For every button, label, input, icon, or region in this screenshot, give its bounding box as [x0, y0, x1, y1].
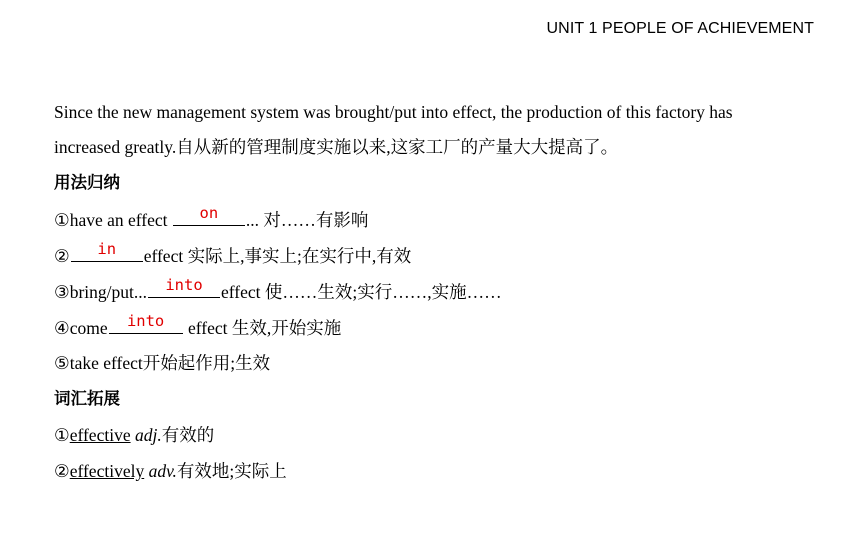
vocab-part-of-speech: adj.	[134, 425, 162, 445]
usage-item-prefix: come	[69, 318, 108, 338]
unit-title: UNIT 1 PEOPLE OF ACHIEVEMENT	[546, 20, 814, 37]
usage-item-number: ⑤	[54, 353, 70, 373]
usage-item-5	[54, 351, 270, 375]
usage-item-number: ②	[54, 246, 70, 266]
example-english-part1: Since the new management system was brought/put into effect, the production of this factory has	[54, 102, 733, 122]
usage-heading: 用法归纳	[54, 173, 120, 192]
vocab-item-number: ②	[54, 461, 70, 481]
vocab-meaning: 有效的	[161, 425, 215, 445]
example-sentence-line-1	[54, 100, 733, 124]
usage-item-suffix: ... 对……有影响	[245, 210, 369, 230]
usage-item-number: ④	[54, 318, 70, 338]
vocab-meaning: 有效地;实际上	[176, 461, 287, 481]
vocab-heading: 词汇拓展	[54, 389, 120, 408]
vocab-word: effective	[69, 425, 131, 445]
fill-in-blank[interactable]	[109, 312, 183, 334]
blank-answer: into	[165, 276, 203, 294]
vocab-item-2	[54, 459, 287, 483]
usage-item-1	[54, 204, 369, 232]
fill-in-blank[interactable]	[71, 240, 143, 262]
usage-item-text: take effect开始起作用;生效	[69, 353, 271, 373]
blank-answer: into	[126, 312, 165, 330]
vocab-item-1	[54, 423, 214, 447]
fill-in-blank[interactable]	[173, 204, 245, 226]
usage-item-prefix: have an effect	[69, 210, 172, 230]
usage-item-2	[54, 240, 412, 268]
usage-item-suffix: effect 生效,开始实施	[183, 318, 342, 338]
usage-item-4	[54, 312, 342, 340]
blank-answer: in	[97, 240, 117, 258]
fill-in-blank[interactable]	[148, 276, 220, 298]
usage-item-3	[54, 276, 502, 304]
usage-item-number: ①	[54, 210, 70, 230]
vocab-item-number: ①	[54, 425, 70, 445]
example-english-part2: increased greatly.	[54, 137, 177, 157]
vocab-part-of-speech: adv.	[148, 461, 177, 481]
vocab-word: effectively	[69, 461, 145, 481]
blank-answer: on	[199, 204, 219, 222]
usage-item-prefix: bring/put...	[69, 282, 147, 302]
example-sentence-line-2	[54, 135, 618, 159]
usage-item-number: ③	[54, 282, 70, 302]
usage-item-suffix: effect 实际上,事实上;在实行中,有效	[143, 246, 412, 266]
example-chinese-translation: 自从新的管理制度实施以来,这家工厂的产量大大提高了。	[176, 137, 619, 157]
usage-item-suffix: effect 使……生效;实行……,实施……	[221, 282, 502, 302]
